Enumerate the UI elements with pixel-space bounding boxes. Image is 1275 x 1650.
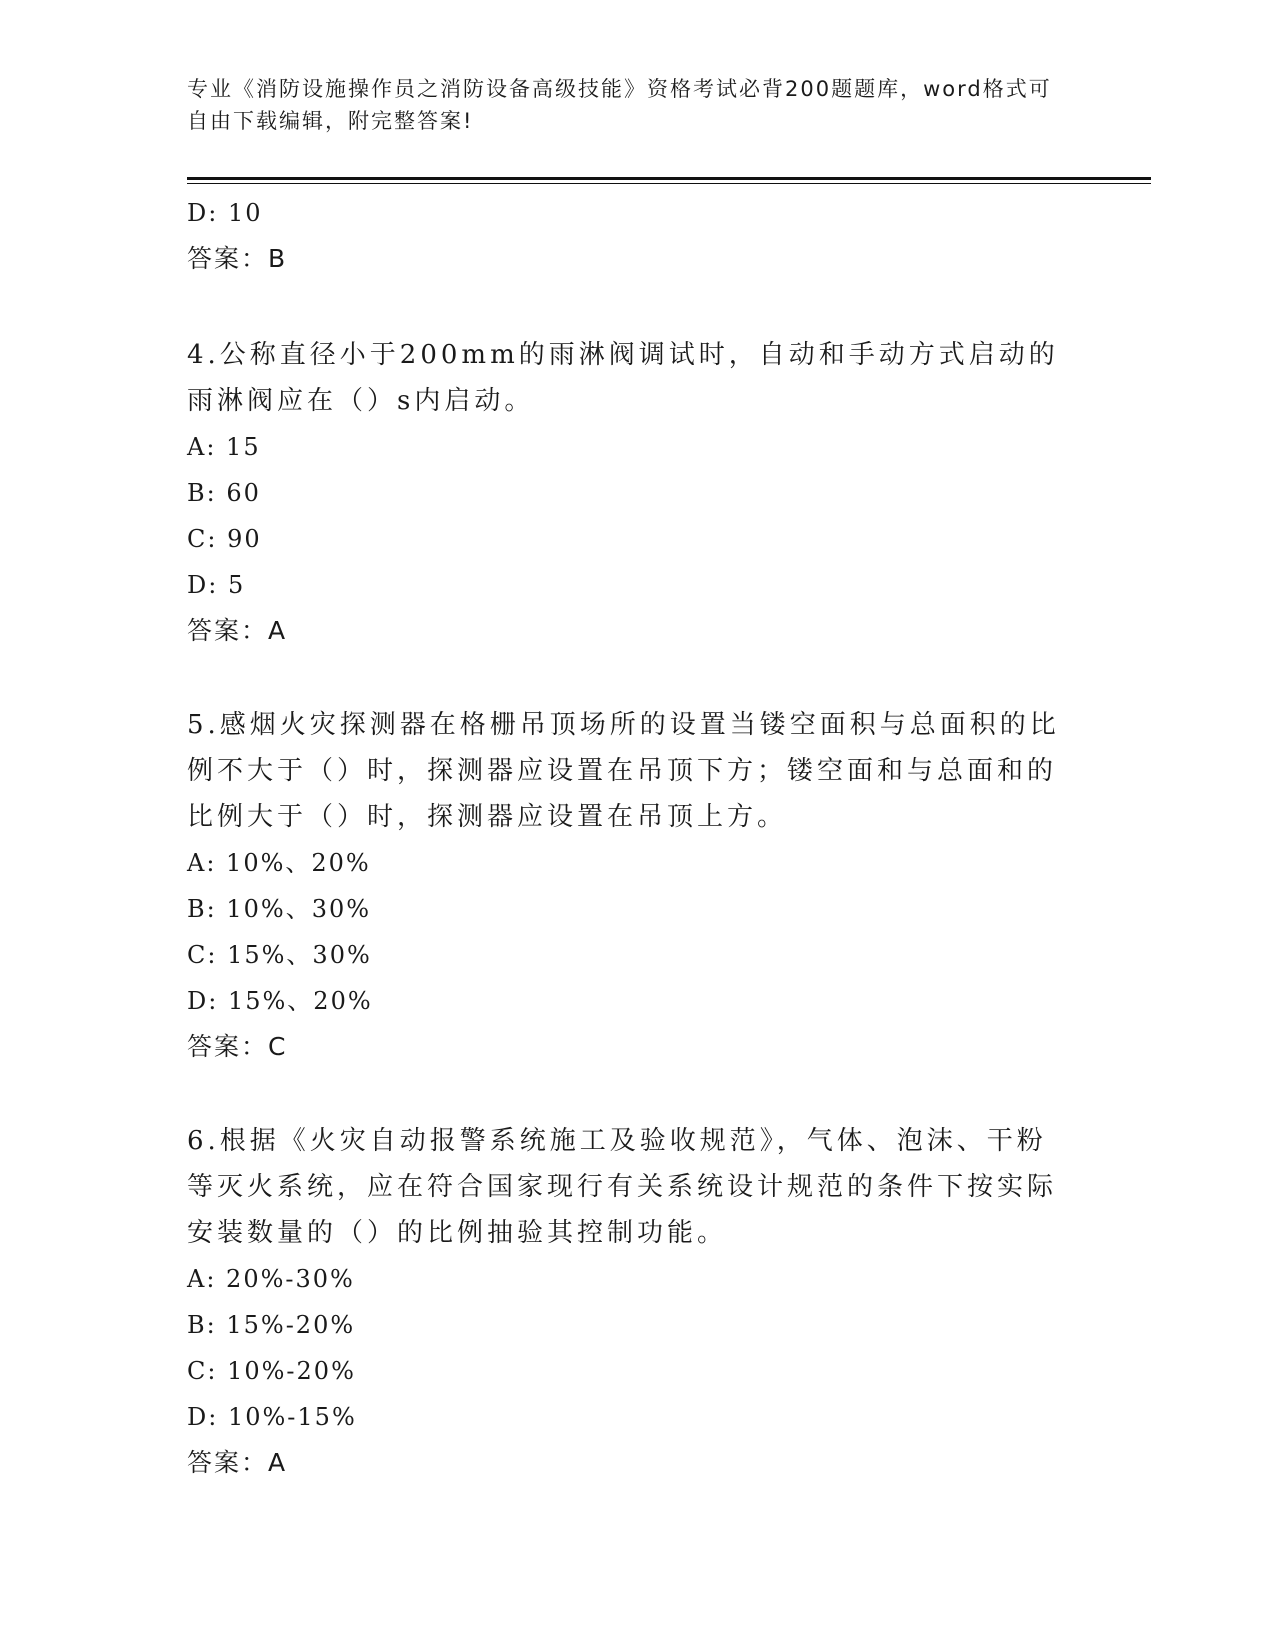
option-b: B: 60 — [187, 479, 261, 507]
answer: 答案：A — [187, 1448, 288, 1477]
question-stem: 6.根据《火灾自动报警系统施工及验收规范》，气体、泡沫、干粉等灭火系统，应在符合国家现行有关系统设计规范的条件下按实际安装数量的（）的比例抽验其控制功能。 — [187, 1126, 1058, 1248]
question-5 — [187, 702, 1067, 1070]
option-a: A: 20%-30% — [187, 1265, 355, 1293]
header-rule-thick — [187, 177, 1151, 180]
prev-answer: 答案：B — [187, 244, 288, 273]
option-c: C: 15%、30% — [187, 941, 372, 969]
prev-option-d: D: 10 — [187, 199, 263, 227]
option-b: B: 15%-20% — [187, 1311, 356, 1339]
option-c: C: 90 — [187, 525, 262, 553]
header-rule-thin — [187, 183, 1151, 184]
question-6 — [187, 1118, 1067, 1486]
option-a: A: 10%、20% — [187, 849, 371, 877]
option-a: A: 15 — [187, 433, 261, 461]
option-b: B: 10%、30% — [187, 895, 372, 923]
option-d: D: 10%-15% — [187, 1403, 357, 1431]
answer: 答案：A — [187, 616, 288, 645]
option-d: D: 5 — [187, 571, 246, 599]
question-stem: 4.公称直径小于200mm的雨淋阀调试时，自动和手动方式启动的雨淋阀应在（）s内启动。 — [187, 340, 1059, 416]
option-d: D: 15%、20% — [187, 987, 373, 1015]
answer: 答案：C — [187, 1032, 288, 1061]
question-4 — [187, 332, 1067, 654]
document-header: 专业《消防设施操作员之消防设备高级技能》资格考试必背200题题库，word格式可自由下载编辑，附完整答案! — [187, 77, 1052, 133]
question-stem: 5.感烟火灾探测器在格栅吊顶场所的设置当镂空面积与总面积的比例不大于（）时，探测器应设置在吊顶下方；镂空面和与总面和的比例大于（）时，探测器应设置在吊顶上方。 — [187, 710, 1060, 832]
question-content — [187, 190, 1067, 1486]
option-c: C: 10%-20% — [187, 1357, 356, 1385]
